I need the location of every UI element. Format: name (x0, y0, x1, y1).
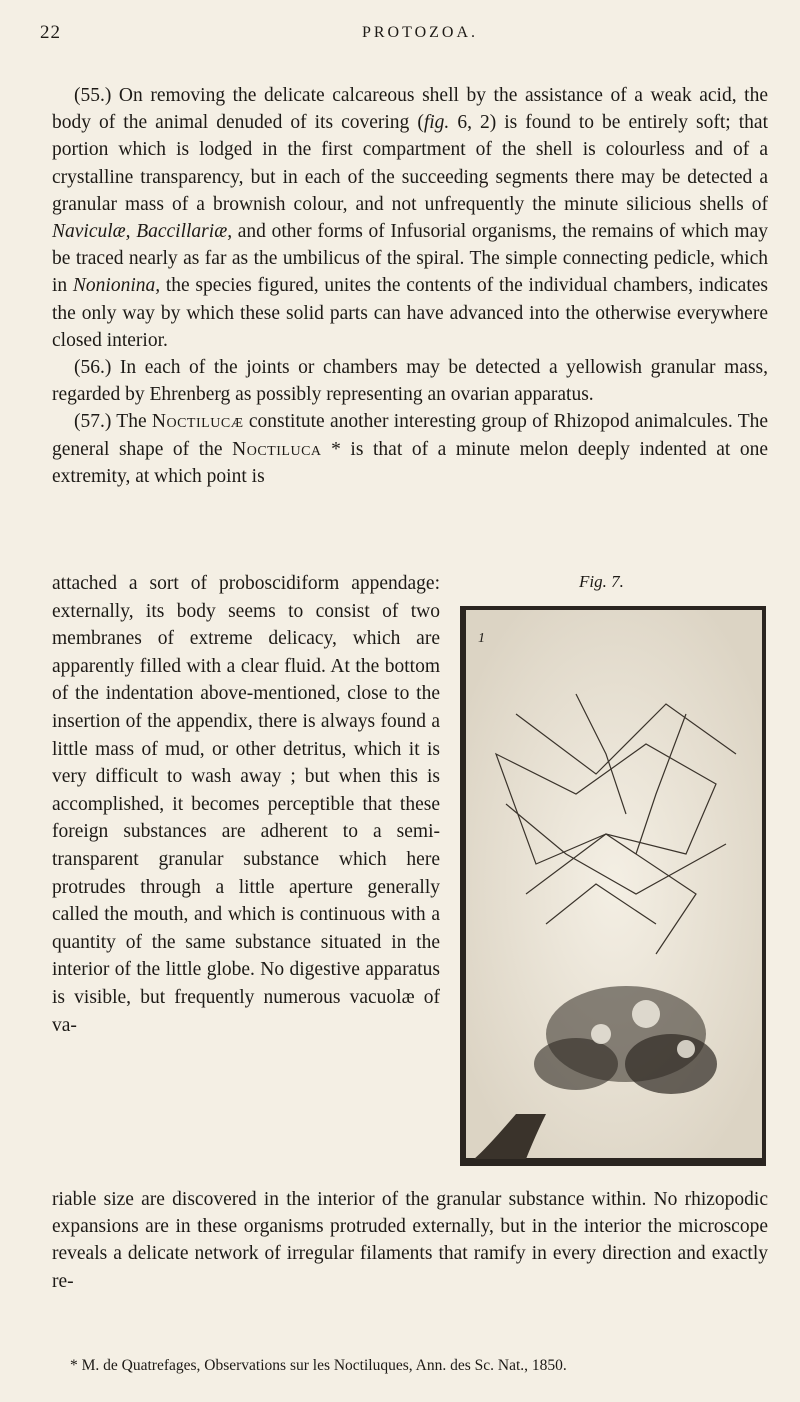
page-number: 22 (40, 22, 61, 43)
running-head (40, 22, 760, 48)
figure-numeral: 1 (478, 631, 485, 646)
paragraph-55: (55.) On removing the delicate calcareous shell by the assistance of a weak acid, the body of the animal denuded of its covering (fig. 6, 2) is found to be entirely soft; that portion which is lodged in the first compartment of the shell is colourless and of a crystalline transparency, but in each of the succeeding segments there may be detected a granular mass of a brownish colour, and not unfrequently the minute silicious shells of Naviculæ, Baccillariæ, and other forms of Infusorial organisms, the remains of which may be traced nearly as far as the umbilicus of the spiral. The simple connecting pedicle, which in Nonionina, the species figured, unites the contents of the individual chambers, indicates the only way by which these solid parts can have advanced into the otherwise everywhere closed interior. (52, 85, 768, 351)
figure-7 (452, 572, 770, 1172)
paragraph-56: (56.) In each of the joints or chambers may be detected a yellowish granular mass, regarded by Ehrenberg as possibly representing an ovarian apparatus. (52, 357, 768, 406)
column-text: attached a sort of proboscidiform appendage: externally, its body seems to consist of two membranes of extreme delicacy, which are apparently filled with a clear fluid. At the bottom of the indentation above-mentioned, close to the insertion of the appendix, there is always found a little mass of mud, or other detritus, which it is very difficult to wash away ; but when this is accomplished, it becomes perceptible that these foreign substances are adherent to a semi-transparent granular substance which here protrudes through a little aperture generally called the mouth, and which is continuous with a quantity of the same substance situated in the interior of the little globe. No digestive apparatus is visible, but frequently numerous vacuolæ of va- (52, 573, 440, 1036)
running-title: PROTOZOA. (361, 24, 479, 41)
body-text-bottom (52, 1186, 768, 1295)
noctiluca-illustration (456, 594, 768, 1169)
paragraph-continued: riable size are discovered in the interior of the granular substance within. No rhizopodic expansions are in these organisms protruded externally, but in the interior the microscope reveals a delicate network of irregular filaments that ramify in every direction and exactly re- (52, 1189, 768, 1292)
footnote: * M. de Quatrefages, Observations sur les Noctiluques, Ann. des Sc. Nat., 1850. (70, 1357, 567, 1374)
paragraph-57: (57.) The Noctilucæ constitute another interesting group of Rhizopod animalcules. The general shape of the Noctiluca * is that of a minute melon deeply indented at one extremity, at which point is (52, 411, 769, 487)
body-text-column (52, 570, 440, 1039)
body-text-top (52, 82, 768, 490)
figure-label: Fig. 7. (579, 572, 624, 591)
